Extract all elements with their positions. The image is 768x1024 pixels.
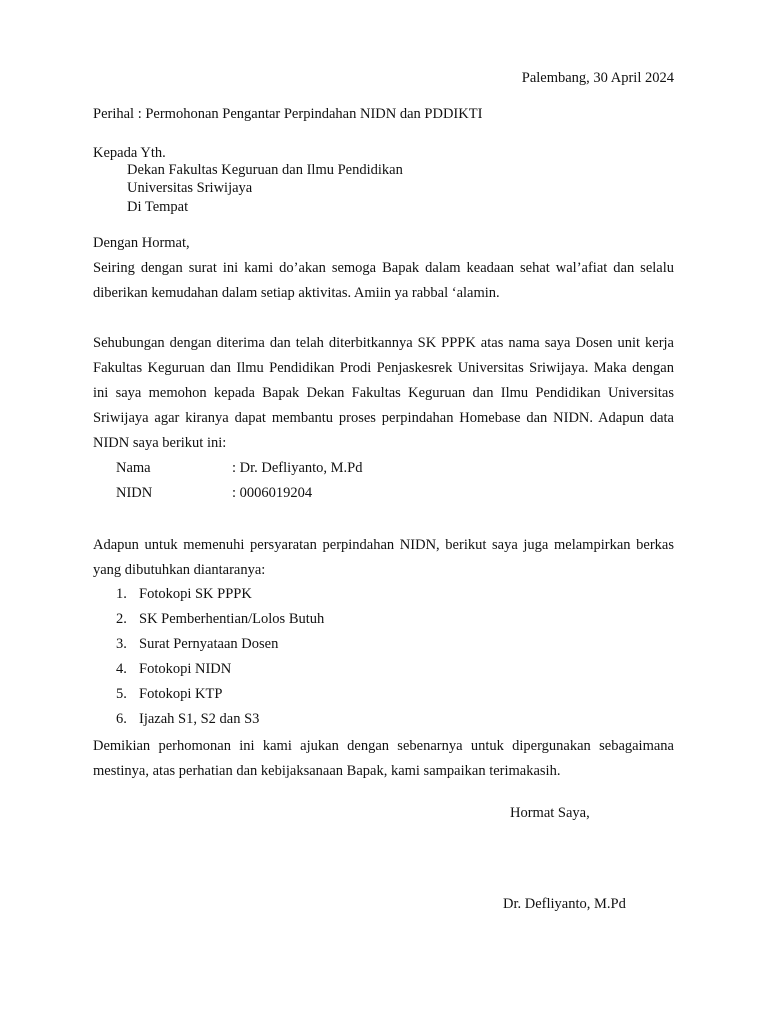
recipient-line-place: Di Tempat [127, 199, 189, 215]
list-item [116, 584, 252, 604]
list-item [116, 709, 259, 729]
closing-phrase: Hormat Saya, [510, 805, 590, 821]
list-number: 3. [116, 636, 127, 652]
recipient-line-university: Universitas Sriwijaya [127, 180, 253, 196]
list-text: Fotokopi KTP [139, 686, 223, 702]
list-text: SK Pemberhentian/Lolos Butuh [139, 611, 325, 627]
list-number: 5. [116, 686, 127, 702]
data-row-nidn [116, 483, 312, 503]
list-number: 4. [116, 661, 127, 677]
subject-line: Perihal : Permohonan Pengantar Perpindahan NIDN dan PDDIKTI [93, 106, 483, 122]
list-item [116, 659, 231, 679]
list-item [116, 609, 324, 629]
list-number: 1. [116, 586, 127, 602]
place-date: Palembang, 30 April 2024 [521, 70, 674, 86]
paragraph-opening: Seiring dengan surat ini kami do’akan semoga Bapak dalam keadaan sehat wal’afiat dan selalu diberikan kemudahan dalam setiap aktivitas. Amiin ya rabbal ‘alamin. [93, 260, 674, 301]
paragraph-request: Sehubungan dengan diterima dan telah diterbitkannya SK PPPK atas nama saya Dosen unit kerja Fakultas Keguruan dan Ilmu Pendidikan Prodi Penjaskesrek Universitas Sriwijaya. Maka dengan ini saya memohon kepada Bapak Dekan Fakultas Keguruan dan Ilmu Pendidikan Universitas Sriwijaya agar kiranya dapat membantu proses perpindahan Homebase dan NIDN. Adapun data NIDN saya berikut ini: [93, 335, 674, 451]
list-text: Surat Pernyataan Dosen [139, 636, 279, 652]
data-label: NIDN [116, 485, 153, 501]
data-row-name [116, 458, 363, 478]
greeting: Dengan Hormat, [93, 235, 190, 251]
list-item [116, 684, 222, 704]
list-number: 6. [116, 711, 127, 727]
data-value: : Dr. Defliyanto, M.Pd [232, 460, 363, 476]
data-label: Nama [116, 460, 151, 476]
list-text: Fotokopi NIDN [139, 661, 232, 677]
recipient-line-dean: Dekan Fakultas Keguruan dan Ilmu Pendidikan [127, 162, 403, 178]
data-value: : 0006019204 [232, 485, 313, 501]
paragraph-closing: Demikian perhomonan ini kami ajukan dengan sebenarnya untuk dipergunakan sebagaimana mestinya, atas perhatian dan kebijaksanaan Bapak, kami sampaikan terimakasih. [93, 738, 674, 779]
signer-name: Dr. Defliyanto, M.Pd [503, 896, 626, 912]
list-number: 2. [116, 611, 127, 627]
list-text: Ijazah S1, S2 dan S3 [139, 711, 260, 727]
list-text: Fotokopi SK PPPK [139, 586, 252, 602]
paragraph-requirements: Adapun untuk memenuhi persyaratan perpindahan NIDN, berikut saya juga melampirkan berkas yang dibutuhkan diantaranya: [93, 537, 674, 578]
recipient-salutation: Kepada Yth. [93, 145, 166, 161]
list-item [116, 634, 278, 654]
